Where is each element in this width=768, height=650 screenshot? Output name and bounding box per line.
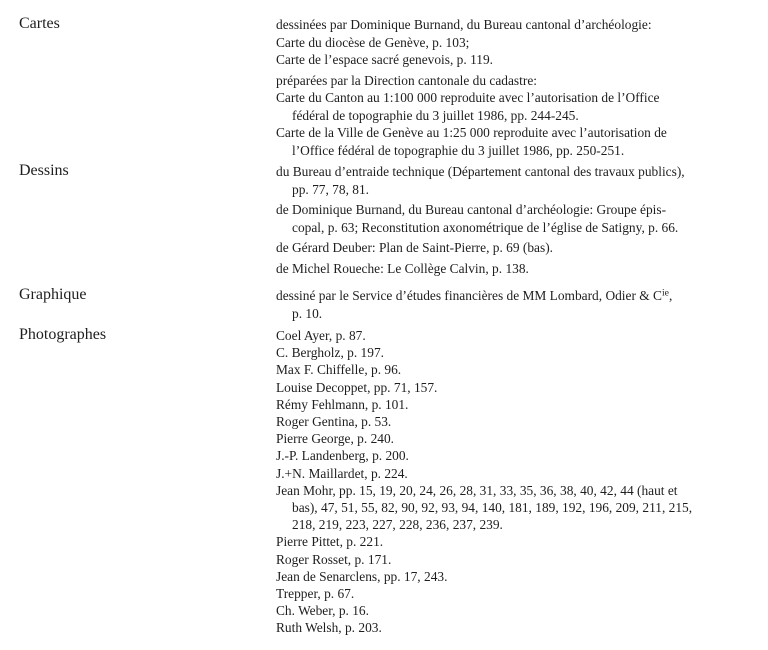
category-label: Photographes — [19, 326, 107, 343]
section-entries — [276, 287, 760, 322]
entry — [276, 239, 760, 257]
entry — [276, 260, 760, 278]
category-label: Cartes — [19, 15, 60, 32]
entry-text: dessiné par le Service d’études financières de MM Lombard, Odier & C — [276, 288, 662, 303]
entry-line: Carte du diocèse de Genève, p. 103; — [276, 34, 470, 50]
entry-line: p. 10. — [292, 305, 323, 321]
entry-line: du Bureau d’entraide technique (Département cantonal des travaux publics), — [276, 164, 685, 179]
list-item-mohr — [276, 482, 760, 534]
entry-text: , — [668, 288, 673, 303]
entry-line: pp. 77, 78, 81. — [292, 181, 369, 197]
entry — [276, 72, 760, 160]
list-item: Max F. Chiffelle, p. 96. — [276, 362, 402, 378]
entry-line: de Dominique Burnand, du Bureau cantonal d’archéologie: Groupe épis- — [276, 202, 667, 217]
entry-line: de Gérard Deuber: Plan de Saint-Pierre, p. 69 (bas). — [276, 240, 554, 255]
entry-line: dessinées par Dominique Burnand, du Bureau cantonal d’archéologie: — [276, 17, 652, 32]
list-item: Louise Decoppet, pp. 71, 157. — [276, 379, 438, 395]
entry-line: Jean Mohr, pp. 15, 19, 20, 24, 26, 28, 31, 33, 35, 36, 38, 40, 42, 44 (haut et — [276, 482, 678, 498]
entry-line: Carte de la Ville de Genève au 1:25 000 reproduite avec l’autorisation de — [276, 125, 667, 140]
entry-line — [276, 287, 760, 305]
list-item: J.+N. Maillardet, p. 224. — [276, 465, 408, 481]
entry — [276, 163, 760, 198]
entry-line: l’Office fédéral de topographie du 3 juillet 1986, pp. 250-251. — [292, 142, 625, 158]
list-item: Coel Ayer, p. 87. — [276, 328, 366, 343]
list-item: Pierre Pittet, p. 221. — [276, 534, 384, 550]
list-item: Rémy Fehlmann, p. 101. — [276, 396, 409, 412]
entry-line: copal, p. 63; Reconstitution axonométrique de l’église de Satigny, p. 66. — [292, 219, 679, 235]
entry-line: fédéral de topographie du 3 juillet 1986, pp. 244-245. — [292, 107, 579, 123]
category-label: Dessins — [19, 162, 69, 179]
list-item: Ch. Weber, p. 16. — [276, 603, 369, 619]
photographer-list — [276, 327, 760, 637]
entry-line: Carte du Canton au 1:100 000 reproduite avec l’autorisation de l’Office — [276, 90, 660, 105]
list-item: Pierre George, p. 240. — [276, 431, 395, 447]
entry — [276, 16, 760, 69]
entry — [276, 287, 760, 322]
list-item: Ruth Welsh, p. 203. — [276, 620, 382, 636]
entry-line: de Michel Roueche: Le Collège Calvin, p. 138. — [276, 260, 529, 276]
entry-line: Carte de l’espace sacré genevois, p. 119. — [276, 52, 494, 67]
list-item: Trepper, p. 67. — [276, 586, 355, 602]
entry-line: 218, 219, 223, 227, 228, 236, 237, 239. — [292, 517, 503, 533]
category-label: Graphique — [19, 286, 87, 303]
superscript: ie — [661, 287, 669, 299]
list-item: Roger Rosset, p. 171. — [276, 551, 392, 567]
list-item: Roger Gentina, p. 53. — [276, 414, 392, 430]
list-item: C. Bergholz, p. 197. — [276, 345, 384, 361]
section-entries — [276, 163, 760, 277]
entry-line: préparées par la Direction cantonale du cadastre: — [276, 72, 537, 88]
entry — [276, 201, 760, 236]
section-entries — [276, 16, 760, 159]
entry-line: bas), 47, 51, 55, 82, 90, 92, 93, 94, 140, 181, 189, 192, 196, 209, 211, 215, — [292, 500, 693, 516]
list-item: Jean de Senarclens, pp. 17, 243. — [276, 568, 448, 584]
list-item: J.-P. Landenberg, p. 200. — [276, 448, 409, 464]
